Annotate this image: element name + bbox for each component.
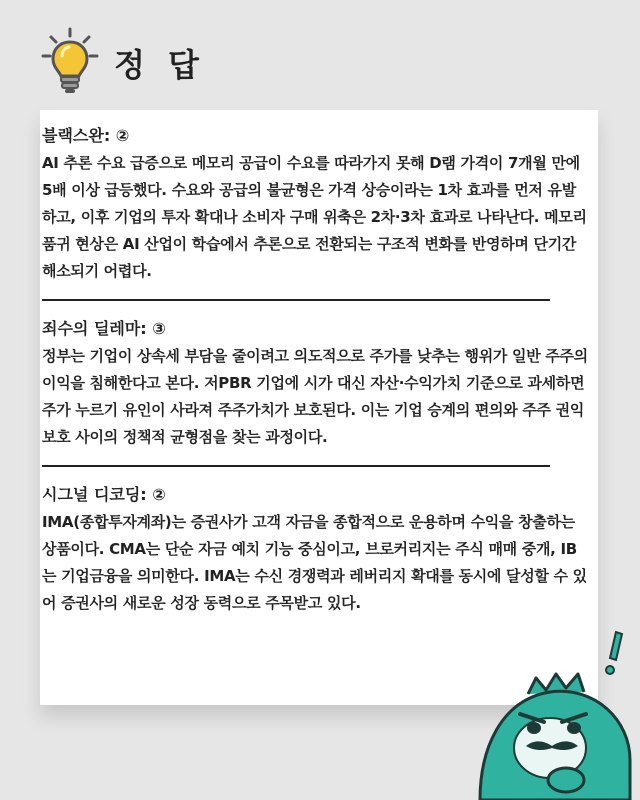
green-dinosaur-mascot-icon [470, 630, 640, 800]
page-title: 정 답 [114, 46, 205, 84]
answer-section-prisoners-dilemma [42, 317, 598, 451]
section-heading: 죄수의 딜레마: ③ [42, 319, 166, 338]
section-heading: 시그널 디코딩: ② [42, 485, 166, 504]
divider [42, 299, 550, 301]
divider [42, 465, 550, 467]
section-heading: 블랙스완: ② [42, 126, 130, 145]
header [40, 26, 205, 96]
answer-section-black-swan [42, 124, 598, 285]
section-body: AI 추론 수요 급증으로 메모리 공급이 수요를 따라가지 못해 D램 가격이 7개월 만에 5배 이상 급등했다. 수요와 공급의 불균형은 가격 상승이라는 1차 효과를 먼저 유발하고, 이후 기업의 투자 확대나 소비자 구매 위축은 2차·3차 효과로 나타난다. 메모리 품귀 현상은 AI 산업이 학습에서 추론으로 전환되는 구조적 변화를 반영하며 단기간 해소되기 어렵다. [42, 154, 587, 280]
section-body: IMA(종합투자계좌)는 증권사가 고객 자금을 종합적으로 운용하며 수익을 창출하는 상품이다. CMA는 단순 자금 예치 기능 중심이고, 브로커리지는 주식 매매 중개, IB는 기업금융을 의미한다. IMA는 수신 경쟁력과 레버리지 확대를 동시에 달성할 수 있어 증권사의 새로운 성장 동력으로 주목받고 있다. [42, 513, 587, 612]
section-body: 정부는 기업이 상속세 부담을 줄이려고 의도적으로 주가를 낮추는 행위가 일반 주주의 이익을 침해한다고 본다. 저PBR 기업에 시가 대신 자산·수익가치 기준으로 과세하면 주가 누르기 유인이 사라져 주주가치가 보호된다. 이는 기업 승계의 편의와 주주 권익 보호 사이의 정책적 균형점을 찾는 과정이다. [42, 347, 588, 446]
lightbulb-icon [40, 26, 100, 96]
answer-section-signal-decoding [42, 483, 598, 617]
answer-card [40, 110, 598, 705]
